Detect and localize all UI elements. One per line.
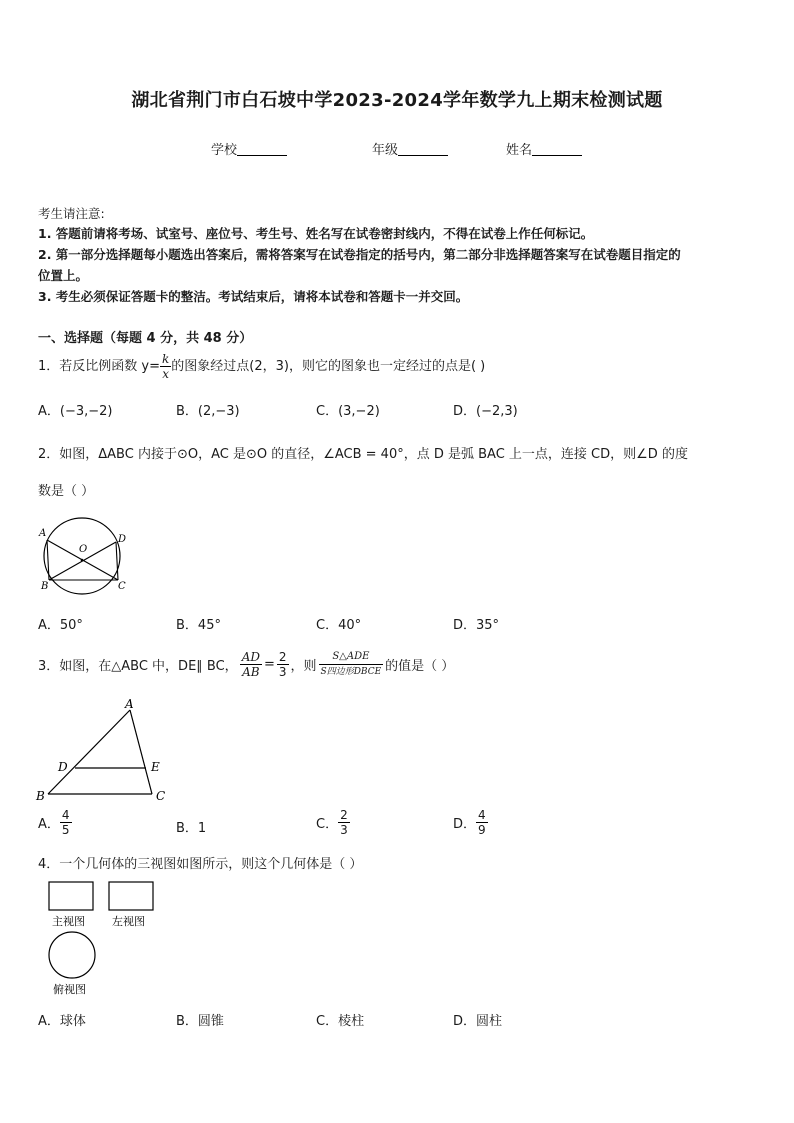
q2-option-a: A．50° bbox=[38, 618, 83, 633]
notice-item-1: 1. 答题前请将考场、试室号、座位号、考生号、姓名写在试卷密封线内，不得在试卷上作任何标记。 bbox=[38, 226, 594, 241]
q3-frac2-num: 2 bbox=[278, 650, 287, 664]
q3-option-a-num: 4 bbox=[61, 808, 70, 822]
q2-option-b: B．45° bbox=[176, 618, 221, 633]
q1-suffix: 的图象经过点(2，3)，则它的图象也一定经过的点是( ) bbox=[171, 359, 486, 374]
q2-circle bbox=[44, 518, 120, 594]
q4-side-view bbox=[109, 882, 153, 910]
q3-option-a bbox=[38, 808, 72, 837]
q3-frac3-num: S△ADE bbox=[332, 651, 370, 662]
page-title: 湖北省荆门市白石坡中学2023-2024学年数学九上期末检测试题 bbox=[131, 90, 663, 111]
q3-suffix: 的值是（ ） bbox=[385, 659, 455, 674]
question-2-line1: 2．如图，ΔABC 内接于⊙O，AC 是⊙O 的直径，∠ACB = 40°，点 D 是弧 BAC 上一点，连接 CD，则∠D 的度 bbox=[38, 447, 688, 462]
q1-option-d: D．(−2,3) bbox=[453, 404, 518, 419]
notice-item-2: 2. 第一部分选择题每小题选出答案后，需将答案写在试卷指定的括号内，第二部分非选择题答案写在试卷题目指定的 bbox=[38, 247, 681, 262]
grade-field bbox=[372, 139, 448, 158]
question-1 bbox=[38, 352, 485, 381]
school-field bbox=[211, 139, 287, 158]
q4-front-view bbox=[49, 882, 93, 910]
school-blank bbox=[237, 142, 287, 156]
q1-option-c: C．(3,−2) bbox=[316, 404, 380, 419]
q3-label-c: C bbox=[156, 789, 166, 803]
q3-frac3-den: S四边形DBCE bbox=[319, 664, 384, 679]
q4-label-front: 主视图 bbox=[52, 915, 85, 928]
q3-option-d bbox=[453, 808, 488, 837]
q3-prefix: 3．如图，在△ABC 中，DE∥ BC， bbox=[38, 659, 238, 674]
q2-label-o: O bbox=[79, 544, 88, 555]
grade-label: 年级 bbox=[372, 143, 399, 158]
q4-top-view bbox=[49, 932, 95, 978]
q4-label-top: 俯视图 bbox=[53, 983, 86, 996]
q3-fraction-2-3 bbox=[277, 650, 289, 679]
q2-option-c: C．40° bbox=[316, 618, 362, 633]
q3-option-c-num: 2 bbox=[340, 808, 348, 822]
question-3 bbox=[38, 650, 454, 679]
section-heading: 一、选择题（每题 4 分，共 48 分） bbox=[38, 331, 253, 346]
q3-equals: = bbox=[263, 657, 275, 672]
q3-option-c-fraction bbox=[338, 808, 350, 837]
name-field bbox=[506, 139, 582, 158]
q3-option-d-num: 4 bbox=[478, 808, 486, 822]
notice-item-2-cont: 位置上。 bbox=[38, 268, 89, 283]
q3-option-a-fraction bbox=[60, 808, 72, 837]
q3-option-d-fraction bbox=[476, 808, 488, 837]
q3-option-a-den: 5 bbox=[61, 823, 70, 837]
q3-frac1-den: AB bbox=[242, 665, 260, 679]
q3-option-c bbox=[316, 808, 350, 837]
q4-option-d: D．圆柱 bbox=[453, 1014, 503, 1029]
q3-line-ac bbox=[130, 710, 152, 794]
q3-triangle-figure bbox=[34, 698, 174, 806]
q2-center-dot bbox=[81, 559, 84, 562]
q3-option-a-label: A． bbox=[38, 817, 60, 832]
q3-option-b: B．1 bbox=[176, 821, 207, 836]
question-4: 4．一个几何体的三视图如图所示，则这个几何体是（ ） bbox=[38, 857, 363, 872]
q3-fraction-ad-ab bbox=[240, 650, 262, 679]
q4-label-side: 左视图 bbox=[112, 915, 145, 928]
q3-option-d-den: 9 bbox=[478, 823, 486, 837]
q1-option-a: A．(−3,−2) bbox=[38, 404, 113, 419]
q4-option-c: C．棱柱 bbox=[316, 1014, 365, 1029]
q2-option-d: D．35° bbox=[453, 618, 500, 633]
q3-line-ab bbox=[48, 710, 130, 794]
q1-option-b: B．(2,−3) bbox=[176, 404, 240, 419]
q2-label-a: A bbox=[39, 528, 47, 539]
name-blank bbox=[532, 142, 582, 156]
grade-blank bbox=[398, 142, 448, 156]
q4-three-views-figure bbox=[44, 878, 164, 998]
q2-label-b: B bbox=[41, 581, 49, 592]
q3-option-c-den: 3 bbox=[340, 823, 348, 837]
q3-frac1-num: AD bbox=[241, 650, 260, 664]
q2-line-dc bbox=[116, 542, 118, 580]
q3-option-c-label: C． bbox=[316, 817, 339, 832]
q1-frac-den: x bbox=[162, 367, 170, 381]
q4-option-a: A．球体 bbox=[38, 1014, 86, 1029]
question-2-line2: 数是（ ） bbox=[38, 484, 95, 499]
q3-label-a: A bbox=[125, 698, 134, 711]
q1-frac-num: k bbox=[162, 352, 170, 366]
q3-option-d-label: D． bbox=[453, 817, 477, 832]
q3-label-e: E bbox=[151, 760, 160, 774]
q1-prefix: 1．若反比例函数 y= bbox=[38, 359, 160, 374]
q3-fraction-area bbox=[319, 650, 384, 679]
q3-mid: ，则 bbox=[290, 659, 317, 674]
notice-item-3: 3. 考生必须保证答题卡的整洁。考试结束后，请将本试卷和答题卡一并交回。 bbox=[38, 289, 469, 304]
q2-label-d: D bbox=[118, 534, 127, 545]
q4-option-b: B．圆锥 bbox=[176, 1014, 224, 1029]
q3-label-d: D bbox=[58, 760, 68, 774]
q3-label-b: B bbox=[36, 789, 45, 803]
q2-label-c: C bbox=[118, 581, 126, 592]
school-label: 学校 bbox=[211, 143, 238, 158]
q2-circle-figure bbox=[36, 514, 132, 598]
q1-fraction bbox=[160, 352, 171, 381]
name-label: 姓名 bbox=[506, 143, 533, 158]
q3-frac2-den: 3 bbox=[278, 665, 287, 679]
notice-heading: 考生请注意: bbox=[38, 206, 105, 221]
